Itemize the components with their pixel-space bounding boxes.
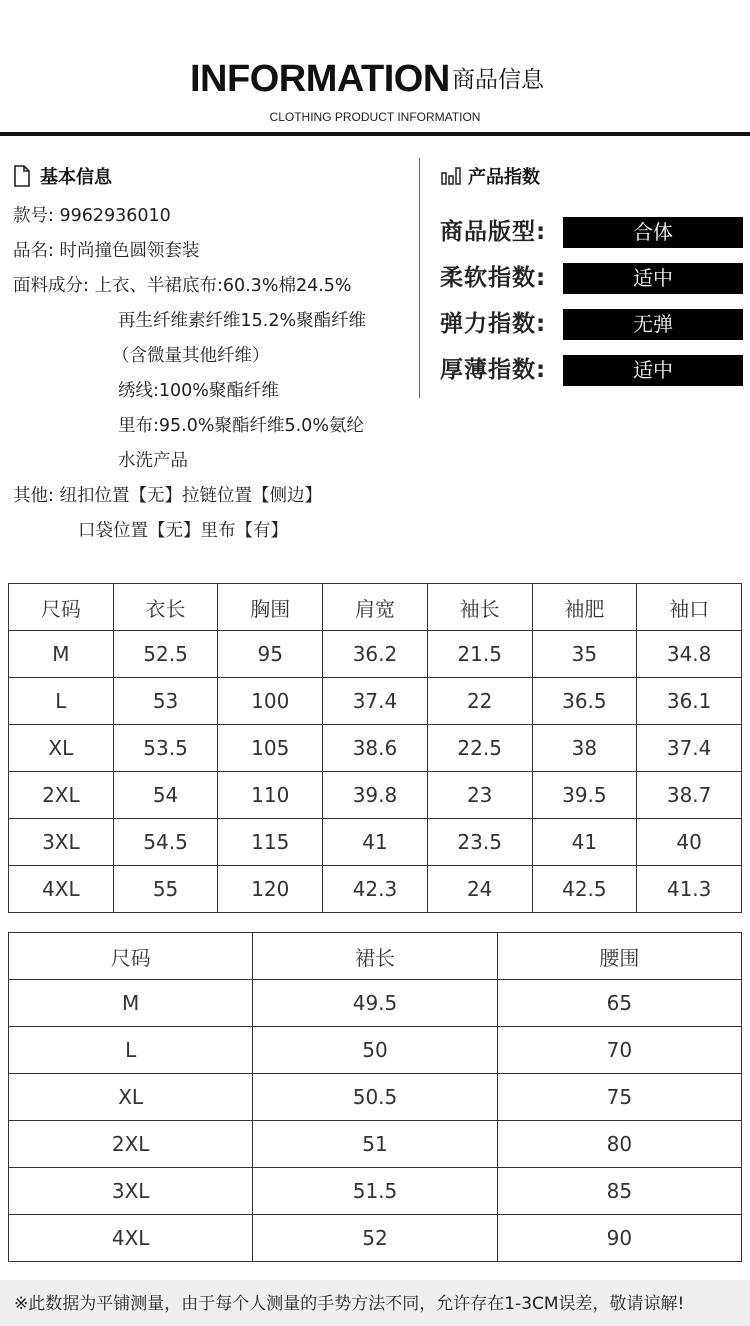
table-cell: 53.5 bbox=[113, 725, 218, 772]
table-cell: 52 bbox=[253, 1215, 497, 1262]
table-cell: 37.4 bbox=[637, 725, 742, 772]
document-icon bbox=[12, 165, 32, 187]
other-line-2: 口袋位置【无】里布【有】 bbox=[78, 521, 288, 541]
product-index-heading bbox=[440, 160, 745, 192]
table-row bbox=[9, 1027, 742, 1074]
table-cell: 38.7 bbox=[637, 772, 742, 819]
fit-index-row bbox=[440, 215, 745, 249]
table-cell: 23.5 bbox=[427, 819, 532, 866]
header-cell: 尺码 bbox=[9, 933, 253, 980]
table-row bbox=[9, 980, 742, 1027]
skirt-size-table bbox=[8, 932, 742, 1262]
header-cell: 胸围 bbox=[218, 584, 323, 631]
table-cell: 40 bbox=[637, 819, 742, 866]
table-cell: 52.5 bbox=[113, 631, 218, 678]
size-cell: L bbox=[9, 678, 114, 725]
table-cell: 70 bbox=[497, 1027, 741, 1074]
softness-index-value: 适中 bbox=[563, 263, 743, 294]
table-cell: 21.5 bbox=[427, 631, 532, 678]
table-cell: 105 bbox=[218, 725, 323, 772]
title-cn: 商品信息 bbox=[452, 67, 544, 93]
table-row bbox=[9, 819, 742, 866]
table-row bbox=[9, 772, 742, 819]
table-cell: 23 bbox=[427, 772, 532, 819]
table-cell: 42.3 bbox=[323, 866, 428, 913]
elasticity-index-value: 无弹 bbox=[563, 309, 743, 340]
table-cell: 54 bbox=[113, 772, 218, 819]
basic-info-heading bbox=[12, 160, 414, 192]
header-divider bbox=[0, 132, 750, 136]
softness-index-label: 柔软指数: bbox=[440, 265, 547, 291]
header-cell: 裙长 bbox=[253, 933, 497, 980]
table-row bbox=[9, 1168, 742, 1215]
table-cell: 50 bbox=[253, 1027, 497, 1074]
table-cell: 53 bbox=[113, 678, 218, 725]
fabric-line-6: 水洗产品 bbox=[118, 451, 188, 471]
size-cell: 4XL bbox=[9, 1215, 253, 1262]
table-cell: 95 bbox=[218, 631, 323, 678]
table-row bbox=[9, 1215, 742, 1262]
fit-index-label: 商品版型: bbox=[440, 219, 547, 245]
fabric-line-1: 面料成分: 上衣、半裙底布:60.3%棉24.5% bbox=[13, 276, 352, 296]
size-cell: M bbox=[9, 631, 114, 678]
table-cell: 80 bbox=[497, 1121, 741, 1168]
table-cell: 22.5 bbox=[427, 725, 532, 772]
fabric-line-3: （含微量其他纤维） bbox=[112, 346, 270, 366]
table-cell: 42.5 bbox=[532, 866, 637, 913]
elasticity-index-label: 弹力指数: bbox=[440, 311, 547, 337]
table-cell: 38 bbox=[532, 725, 637, 772]
header-cell: 袖肥 bbox=[532, 584, 637, 631]
style-number-line: 款号: 9962936010 bbox=[13, 206, 171, 226]
size-cell: XL bbox=[9, 725, 114, 772]
table-cell: 75 bbox=[497, 1074, 741, 1121]
bar-chart-icon bbox=[440, 165, 460, 187]
fabric-line-4: 绣线:100%聚酯纤维 bbox=[118, 381, 279, 401]
size-cell: M bbox=[9, 980, 253, 1027]
table-cell: 55 bbox=[113, 866, 218, 913]
table-cell: 22 bbox=[427, 678, 532, 725]
other-line-1: 其他: 纽扣位置【无】拉链位置【侧边】 bbox=[13, 486, 322, 506]
header-cell: 袖长 bbox=[427, 584, 532, 631]
thickness-index-label: 厚薄指数: bbox=[440, 357, 547, 383]
table-cell: 49.5 bbox=[253, 980, 497, 1027]
table-cell: 35 bbox=[532, 631, 637, 678]
thickness-index-row bbox=[440, 353, 745, 387]
product-name-line: 品名: 时尚撞色圆领套装 bbox=[13, 241, 200, 261]
size-cell: L bbox=[9, 1027, 253, 1074]
table-row bbox=[9, 1121, 742, 1168]
page-header bbox=[0, 0, 750, 140]
table-cell: 41 bbox=[532, 819, 637, 866]
basic-info-section bbox=[12, 160, 414, 192]
size-cell: 3XL bbox=[9, 819, 114, 866]
table-cell: 41 bbox=[323, 819, 428, 866]
table-cell: 36.2 bbox=[323, 631, 428, 678]
measurement-note-bar bbox=[0, 1280, 750, 1326]
table-cell: 51 bbox=[253, 1121, 497, 1168]
table-row bbox=[9, 678, 742, 725]
section-divider bbox=[419, 158, 420, 398]
size-cell: 2XL bbox=[9, 1121, 253, 1168]
table-cell: 38.6 bbox=[323, 725, 428, 772]
header-cell: 尺码 bbox=[9, 584, 114, 631]
header-cell: 袖口 bbox=[637, 584, 742, 631]
softness-index-row bbox=[440, 261, 745, 295]
table-cell: 34.8 bbox=[637, 631, 742, 678]
fabric-line-5: 里布:95.0%聚酯纤维5.0%氨纶 bbox=[118, 416, 364, 436]
size-cell: 2XL bbox=[9, 772, 114, 819]
product-index-title: 产品指数 bbox=[468, 167, 540, 188]
product-index-section bbox=[440, 160, 745, 383]
table-row bbox=[9, 1074, 742, 1121]
table-cell: 24 bbox=[427, 866, 532, 913]
table-cell: 90 bbox=[497, 1215, 741, 1262]
subtitle: CLOTHING PRODUCT INFORMATION bbox=[269, 110, 481, 124]
fit-index-value: 合体 bbox=[563, 217, 743, 248]
table-cell: 36.5 bbox=[532, 678, 637, 725]
basic-info-title: 基本信息 bbox=[40, 167, 112, 188]
header-cell: 腰围 bbox=[497, 933, 741, 980]
table-header-row bbox=[9, 933, 742, 980]
table-cell: 120 bbox=[218, 866, 323, 913]
elasticity-index-row bbox=[440, 307, 745, 341]
table-cell: 100 bbox=[218, 678, 323, 725]
size-cell: XL bbox=[9, 1074, 253, 1121]
table-cell: 110 bbox=[218, 772, 323, 819]
table-header-row bbox=[9, 584, 742, 631]
size-cell: 3XL bbox=[9, 1168, 253, 1215]
table-row bbox=[9, 725, 742, 772]
title-en: INFORMATION bbox=[190, 58, 450, 100]
table-row bbox=[9, 866, 742, 913]
table-cell: 37.4 bbox=[323, 678, 428, 725]
fabric-line-2: 再生纤维素纤维15.2%聚酯纤维 bbox=[118, 311, 367, 331]
size-cell: 4XL bbox=[9, 866, 114, 913]
table-cell: 65 bbox=[497, 980, 741, 1027]
thickness-index-value: 适中 bbox=[563, 355, 743, 386]
table-cell: 115 bbox=[218, 819, 323, 866]
table-cell: 85 bbox=[497, 1168, 741, 1215]
table-cell: 50.5 bbox=[253, 1074, 497, 1121]
table-cell: 54.5 bbox=[113, 819, 218, 866]
table-cell: 39.8 bbox=[323, 772, 428, 819]
table-row bbox=[9, 631, 742, 678]
measurement-note: ※此数据为平铺测量，由于每个人测量的手势方法不同，允许存在1-3CM误差，敬请谅解! bbox=[14, 1294, 685, 1314]
header-cell: 衣长 bbox=[113, 584, 218, 631]
table-cell: 36.1 bbox=[637, 678, 742, 725]
table-cell: 41.3 bbox=[637, 866, 742, 913]
top-size-table bbox=[8, 583, 742, 913]
table-cell: 39.5 bbox=[532, 772, 637, 819]
table-cell: 51.5 bbox=[253, 1168, 497, 1215]
header-cell: 肩宽 bbox=[323, 584, 428, 631]
